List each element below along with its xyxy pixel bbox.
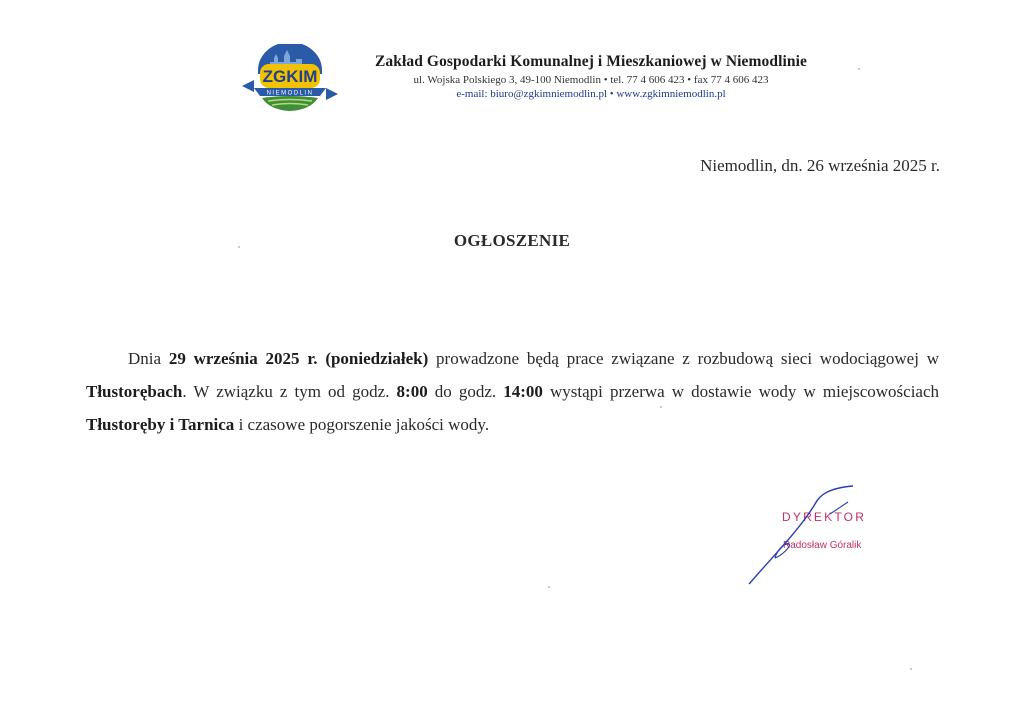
announcement-paragraph-2	[86, 408, 939, 441]
document-title: OGŁOSZENIE	[453, 231, 571, 250]
organization-contact: e-mail: biuro@zgkimniemodlin.pl • www.zgkimniemodlin.pl	[456, 88, 726, 100]
body-text: . W związku z tym od godz.	[182, 382, 397, 401]
body-end-time: 14:00	[503, 382, 543, 401]
announcement-body	[86, 342, 939, 441]
body-start-time: 8:00	[396, 382, 428, 401]
body-text: prowadzone będą prace związane z rozbudową sieci wodociągowej w	[428, 349, 939, 368]
company-logo	[240, 44, 340, 112]
body-text: i czasowe pogorszenie jakości wody.	[234, 415, 490, 434]
scan-speck	[858, 68, 860, 70]
body-location: Tłustorębach	[86, 382, 183, 401]
logo-subtext: NIEMODLIN	[266, 90, 314, 97]
body-date: 29 września 2025 r. (poniedziałek)	[168, 349, 429, 368]
stamp-title: DYREKTOR	[782, 510, 867, 524]
letterhead	[352, 53, 830, 100]
logo-text: ZGKIM	[262, 67, 318, 86]
scan-speck	[660, 406, 662, 408]
organization-name: Zakład Gospodarki Komunalnej i Mieszkaniowej w Niemodlinie	[374, 53, 808, 70]
scan-speck	[910, 668, 912, 670]
body-text: Dnia	[128, 349, 169, 368]
body-affected-places: Tłustoręby i Tarnica	[86, 415, 235, 434]
handwritten-signature	[745, 484, 860, 589]
date-line: Niemodlin, dn. 26 września 2025 r.	[700, 156, 940, 175]
organization-address: ul. Wojska Polskiego 3, 49-100 Niemodlin • tel. 77 4 606 423 • fax 77 4 606 423	[413, 74, 769, 86]
scan-speck	[238, 246, 240, 248]
logo-graphic	[240, 44, 340, 112]
body-text: wystąpi przerwa w dostawie wody w miejscowościach	[542, 382, 940, 401]
stamp-name: Radosław Góralik	[783, 540, 862, 551]
scan-speck	[548, 586, 550, 588]
body-text: do godz.	[427, 382, 504, 401]
announcement-paragraph-1	[86, 342, 939, 408]
